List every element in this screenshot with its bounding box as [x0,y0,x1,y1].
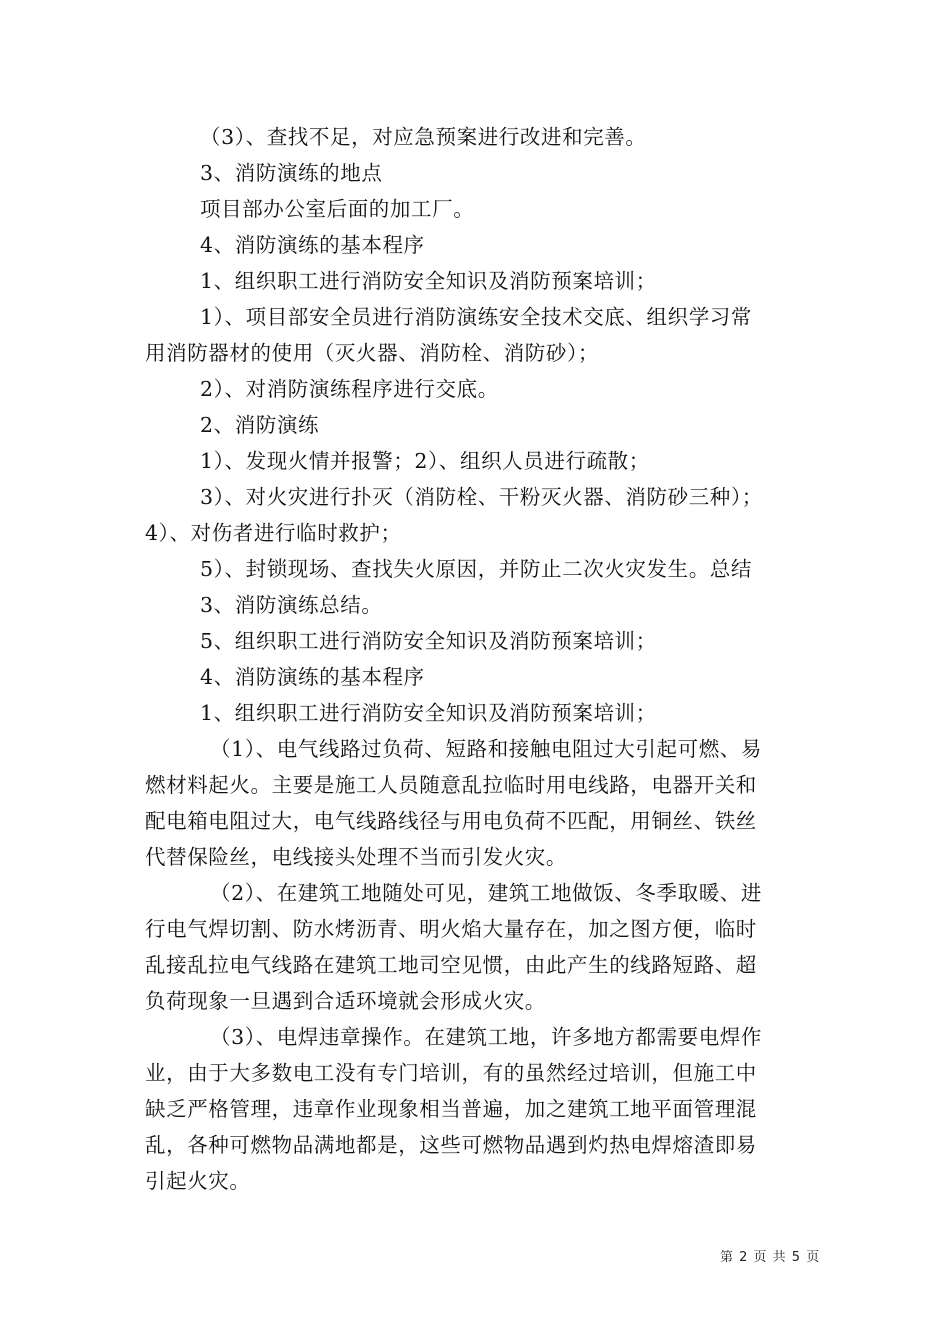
text-line: 项目部办公室后面的加工厂。 [200,197,475,221]
text-line: 燃材料起火。主要是施工人员随意乱拉临时用电线路，电器开关和 [145,773,757,797]
text-line: 业，由于大多数电工没有专门培训，有的虽然经过培训，但施工中 [145,1061,757,1085]
text-line: 1）、发现火情并报警；2）、组织人员进行疏散； [200,449,650,473]
text-line: 2、消防演练 [200,413,320,437]
text-line: 3、消防演练总结。 [200,593,383,617]
text-line: 引起火灾。 [145,1169,251,1193]
text-line: （3）、查找不足，对应急预案进行改进和完善。 [200,125,647,149]
text-line: 负荷现象一旦遇到合适环境就会形成火灾。 [145,989,546,1013]
text-line: （2）、在建筑工地随处可见，建筑工地做饭、冬季取暖、进 [210,881,762,905]
text-line: 乱，各种可燃物品满地都是，这些可燃物品遇到灼热电焊熔渣即易 [145,1133,757,1157]
text-line: 4）、对伤者进行临时救护； [145,521,402,545]
text-line: （3）、电焊违章操作。在建筑工地，许多地方都需要电焊作 [210,1025,762,1049]
text-line: （1）、电气线路过负荷、短路和接触电阻过大引起可燃、易 [210,737,762,761]
text-line: 4、消防演练的基本程序 [200,665,425,689]
text-line: 5）、封锁现场、查找失火原因，并防止二次火灾发生。总结 [200,557,752,581]
text-line: 1）、项目部安全员进行消防演练安全技术交底、组织学习常 [200,305,752,329]
text-line: 3）、对火灾进行扑灭（消防栓、干粉灭火器、消防砂三种）； [200,485,763,509]
text-line: 行电气焊切割、防水烤沥青、明火焰大量存在，加之图方便，临时 [145,917,757,941]
text-line: 缺乏严格管理，违章作业现象相当普遍，加之建筑工地平面管理混 [145,1097,757,1121]
text-line: 3、消防演练的地点 [200,161,383,185]
text-line: 配电箱电阻过大，电气线路线径与用电负荷不匹配，用铜丝、铁丝 [145,809,757,833]
text-line: 4、消防演练的基本程序 [200,233,425,257]
text-line: 用消防器材的使用（灭火器、消防栓、消防砂）； [145,341,599,365]
text-line: 1、组织职工进行消防安全知识及消防预案培训； [200,701,657,725]
text-line: 5、组织职工进行消防安全知识及消防预案培训； [200,629,657,653]
page-number-footer: 第 2 页 共 5 页 [720,1250,821,1265]
text-line: 2）、对消防演练程序进行交底。 [200,377,499,401]
text-line: 乱接乱拉电气线路在建筑工地司空见惯，由此产生的线路短路、超 [145,953,757,977]
text-line: 代替保险丝，电线接头处理不当而引发火灾。 [145,845,567,869]
text-line: 1、组织职工进行消防安全知识及消防预案培训； [200,269,657,293]
